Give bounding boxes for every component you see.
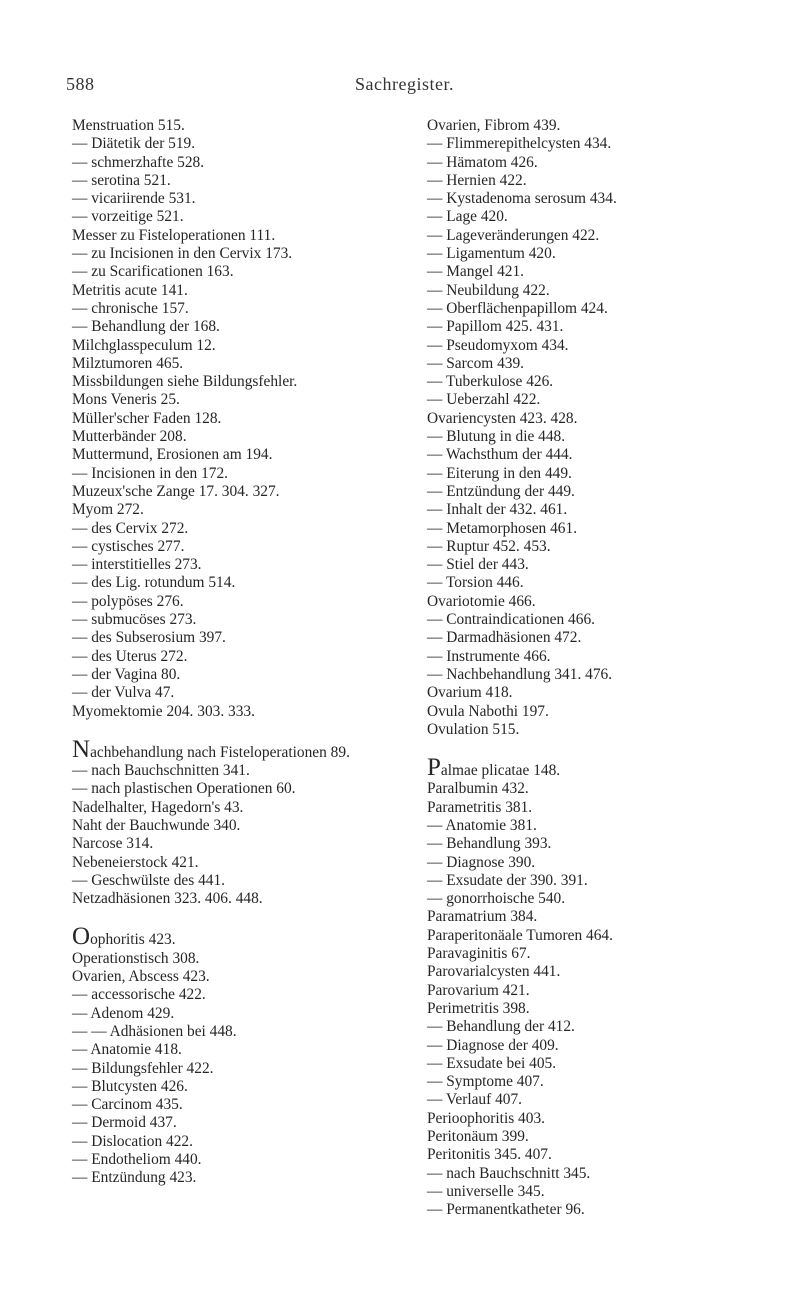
index-entry: — Geschwülste des 441.	[72, 871, 226, 889]
index-section-o-continued	[427, 117, 762, 739]
index-entry: Parametritis 381.	[427, 798, 533, 816]
lead-letter: P	[427, 754, 441, 782]
index-entry: — Neubildung 422.	[427, 281, 550, 299]
index-entry: — gonorrhoische 540.	[427, 890, 566, 908]
index-entry: — Flimmerepithelcysten 434.	[427, 135, 612, 153]
index-entry: — Symptome 407.	[427, 1073, 544, 1091]
index-entry: — Wachsthum der 444.	[427, 446, 573, 464]
index-entry: — Entzündung der 449.	[427, 482, 575, 500]
index-entry: Muttermund, Erosionen am 194.	[72, 446, 273, 464]
index-entry: — Exsudate bei 405.	[427, 1054, 557, 1072]
index-entry	[72, 735, 402, 763]
index-column-left	[72, 117, 402, 1188]
index-entry: — accessorische 422.	[72, 986, 206, 1004]
index-entry: — Stiel der 443.	[427, 556, 529, 574]
index-entry: — Dislocation 422.	[72, 1132, 193, 1150]
index-entry: — Adenom 429.	[72, 1004, 175, 1022]
index-entry: Ovarien, Fibrom 439.	[427, 117, 561, 134]
lead-text: ophoritis 423.	[90, 931, 176, 949]
index-entry: — Endotheliom 440.	[72, 1151, 202, 1169]
index-entry: — submucöses 273.	[72, 611, 197, 629]
index-entry: — zu Scarificationen 163.	[72, 263, 234, 281]
index-entry: Milztumoren 465.	[72, 354, 184, 372]
index-entry: — Hernien 422.	[427, 171, 527, 189]
index-entry: — chronische 157.	[72, 299, 189, 317]
page-number: 588	[66, 74, 95, 94]
index-entry: Paraperitonäale Tumoren 464.	[427, 926, 613, 944]
index-entry: — Diätetik der 519.	[72, 135, 196, 153]
index-entry: — Hämatom 426.	[427, 153, 538, 171]
index-entry: — Instrumente 466.	[427, 647, 551, 665]
index-entry: — des Uterus 272.	[72, 647, 188, 665]
index-entry: — Torsion 446.	[427, 574, 524, 592]
index-entry: Menstruation 515.	[72, 117, 185, 134]
index-entry: — Mangel 421.	[427, 263, 525, 281]
index-entry: — Kystadenoma serosum 434.	[427, 190, 617, 208]
index-entry: Peritonitis 345. 407.	[427, 1146, 552, 1164]
index-entry: Parovarium 421.	[427, 981, 530, 999]
index-entry: Peritonäum 399.	[427, 1128, 529, 1146]
index-entry: Ovula Nabothi 197.	[427, 702, 549, 720]
index-entry: — Behandlung 393.	[427, 835, 552, 853]
index-entry: — nach Bauchschnitten 341.	[72, 762, 250, 780]
index-entry: — schmerzhafte 528.	[72, 153, 205, 171]
index-entry: — universelle 345.	[427, 1182, 545, 1200]
index-column-right	[427, 117, 762, 1220]
index-entry: — vorzeitige 521.	[72, 208, 184, 226]
index-entry: Metritis acute 141.	[72, 281, 188, 299]
index-entry: — Lage 420.	[427, 208, 508, 226]
index-entry: — serotina 521.	[72, 171, 171, 189]
index-entry: Paramatrium 384.	[427, 908, 538, 926]
index-entry: — nach Bauchschnitt 345.	[427, 1164, 591, 1182]
index-entry: — der Vagina 80.	[72, 665, 181, 683]
index-entry	[427, 754, 762, 782]
lead-letter: N	[72, 735, 91, 763]
index-entry: — Lageveränderungen 422.	[427, 226, 600, 244]
index-entry: Paravaginitis 67.	[427, 945, 531, 963]
index-entry: — polypöses 276.	[72, 592, 184, 610]
index-entry: — Diagnose der 409.	[427, 1036, 559, 1054]
index-entry: Perimetritis 398.	[427, 999, 530, 1017]
index-entry: — Darmadhäsionen 472.	[427, 629, 582, 647]
index-entry: — Tuberkulose 426.	[427, 373, 554, 391]
index-entry: — Carcinom 435.	[72, 1096, 183, 1114]
index-entry: Naht der Bauchwunde 340.	[72, 816, 241, 834]
index-entry: Parovarialcysten 441.	[427, 963, 561, 981]
index-entry: Operationstisch 308.	[72, 949, 200, 967]
index-entry: — des Cervix 272.	[72, 519, 189, 537]
lead-text: achbehandlung nach Fisteloperationen 89.	[90, 743, 350, 761]
index-entry: — Permanentkatheter 96.	[427, 1201, 585, 1219]
running-head: Sachregister.	[355, 74, 454, 94]
index-section-n	[72, 735, 402, 909]
index-entry: Nadelhalter, Hagedorn's 43.	[72, 798, 244, 816]
index-entry: Ovulation 515.	[427, 720, 520, 738]
index-entry: Myomektomie 204. 303. 333.	[72, 702, 255, 720]
index-entry: Müller'scher Faden 128.	[72, 409, 222, 427]
index-entry: — Metamorphosen 461.	[427, 519, 578, 537]
index-section-o	[72, 923, 402, 1187]
index-entry: — Bildungsfehler 422.	[72, 1059, 214, 1077]
index-entry: — Ueberzahl 422.	[427, 391, 541, 409]
index-section-p	[427, 754, 762, 1219]
index-entry: Paralbumin 432.	[427, 780, 529, 798]
index-entry: — — Adhäsionen bei 448.	[72, 1022, 237, 1040]
index-entry: Nebeneierstock 421.	[72, 853, 199, 871]
index-entry: — Sarcom 439.	[427, 354, 525, 372]
index-entry: — Anatomie 418.	[72, 1041, 182, 1059]
index-section-m	[72, 117, 402, 721]
index-entry: — Ligamentum 420.	[427, 245, 556, 263]
index-entry: Missbildungen siehe Bildungsfehler.	[72, 373, 298, 391]
index-entry: — vicariirende 531.	[72, 190, 196, 208]
index-entry: — Ruptur 452. 453.	[427, 537, 551, 555]
index-entry: — Anatomie 381.	[427, 816, 537, 834]
index-entry: — Dermoid 437.	[72, 1114, 177, 1132]
index-entry: — nach plastischen Operationen 60.	[72, 780, 296, 798]
index-entry: — Papillom 425. 431.	[427, 318, 564, 336]
index-entry: — Exsudate der 390. 391.	[427, 871, 588, 889]
index-entry: Ovariencysten 423. 428.	[427, 409, 578, 427]
index-entry: Mons Veneris 25.	[72, 391, 180, 409]
index-entry: Milchglasspeculum 12.	[72, 336, 216, 354]
index-entry: — des Subserosium 397.	[72, 629, 226, 647]
index-entry: Messer zu Fisteloperationen 111.	[72, 226, 276, 244]
index-entry: — Nachbehandlung 341. 476.	[427, 665, 613, 683]
index-entry: Ovarium 418.	[427, 684, 513, 702]
index-entry: — Behandlung der 412.	[427, 1018, 575, 1036]
index-entry: — interstitielles 273.	[72, 556, 202, 574]
index-entry: — Blutung in die 448.	[427, 428, 566, 446]
lead-letter: O	[72, 923, 91, 951]
index-entry: Muzeux'sche Zange 17. 304. 327.	[72, 482, 280, 500]
index-entry: Ovariotomie 466.	[427, 592, 536, 610]
index-entry	[72, 923, 402, 951]
lead-text: almae plicatae 148.	[440, 762, 561, 780]
index-entry: — Pseudomyxom 434.	[427, 336, 569, 354]
index-entry: — des Lig. rotundum 514.	[72, 574, 236, 592]
index-entry: — Incisionen in den 172.	[72, 464, 229, 482]
index-entry: Netzadhäsionen 323. 406. 448.	[72, 890, 263, 908]
index-entry: — Verlauf 407.	[427, 1091, 523, 1109]
index-entry: — Contraindicationen 466.	[427, 611, 595, 629]
index-entry: — cystisches 277.	[72, 537, 185, 555]
index-entry: Myom 272.	[72, 501, 144, 519]
index-entry: — Blutcysten 426.	[72, 1077, 188, 1095]
index-entry: — Behandlung der 168.	[72, 318, 220, 336]
index-entry: Perioophoritis 403.	[427, 1109, 545, 1127]
index-entry: — der Vulva 47.	[72, 684, 175, 702]
index-entry: — Eiterung in den 449.	[427, 464, 572, 482]
index-entry: — zu Incisionen in den Cervix 173.	[72, 245, 293, 263]
index-entry: — Diagnose 390.	[427, 853, 536, 871]
index-entry: — Entzündung 423.	[72, 1169, 197, 1187]
index-entry: Narcose 314.	[72, 835, 154, 853]
index-entry: Ovarien, Abscess 423.	[72, 968, 210, 986]
index-entry: — Oberflächenpapillom 424.	[427, 299, 608, 317]
index-entry: Mutterbänder 208.	[72, 428, 187, 446]
index-entry: — Inhalt der 432. 461.	[427, 501, 568, 519]
